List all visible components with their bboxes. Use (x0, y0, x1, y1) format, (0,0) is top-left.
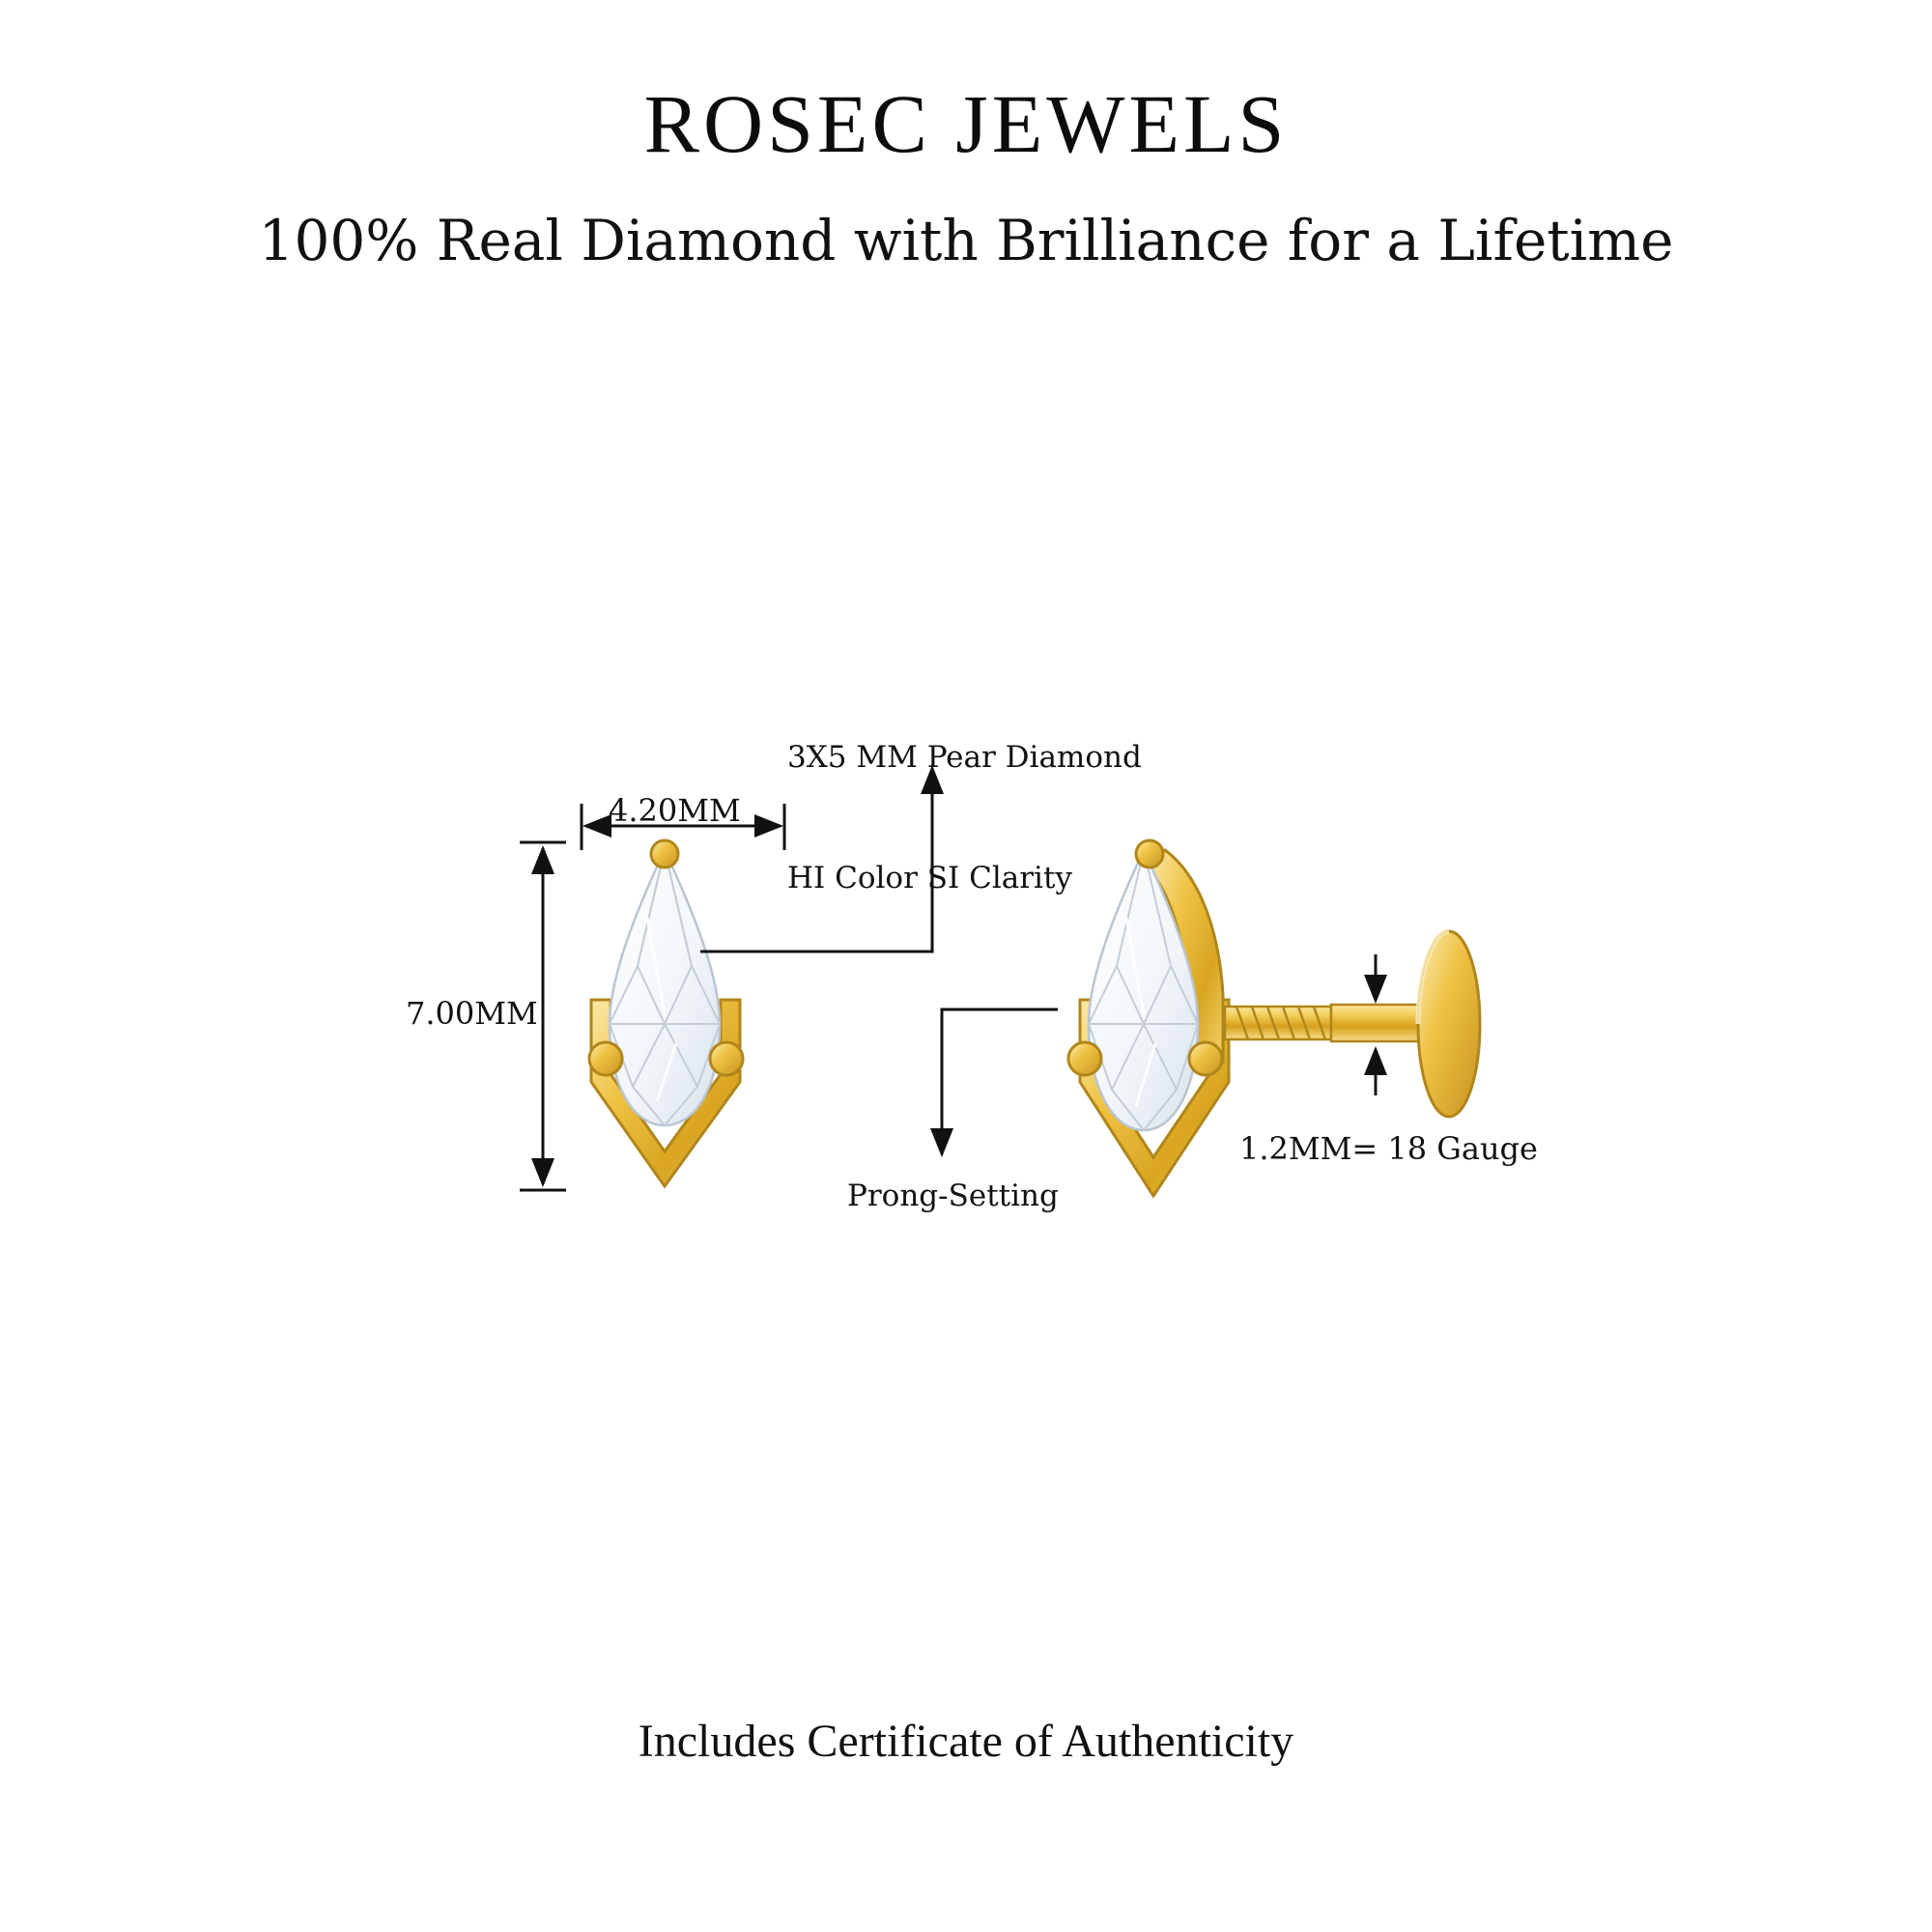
page-subtitle: 100% Real Diamond with Brilliance for a Lifetime (258, 208, 1674, 273)
gauge-label: 1.2MM= 18 Gauge (1239, 1130, 1538, 1167)
prong-top (651, 840, 678, 867)
height-dimension-label: 7.00MM (406, 995, 538, 1032)
front-view-earring (589, 840, 743, 1186)
diamond-callout (787, 657, 1142, 980)
prong-right-side (1189, 1042, 1222, 1075)
prong-left-side (1068, 1042, 1101, 1075)
prong-setting-label: Prong-Setting (847, 1179, 1059, 1213)
prong-right (710, 1042, 743, 1075)
prong-leader-line (942, 1009, 1058, 1154)
diamond-callout-line2: HI Color SI Clarity (787, 861, 1072, 896)
diamond-callout-line1: 3X5 MM Pear Diamond (787, 739, 1142, 775)
page-title: ROSEC JEWELS (643, 77, 1289, 170)
width-dimension-label: 4.20MM (609, 792, 741, 829)
prong-left (589, 1042, 622, 1075)
certificate-note: Includes Certificate of Authenticity (638, 1716, 1294, 1767)
